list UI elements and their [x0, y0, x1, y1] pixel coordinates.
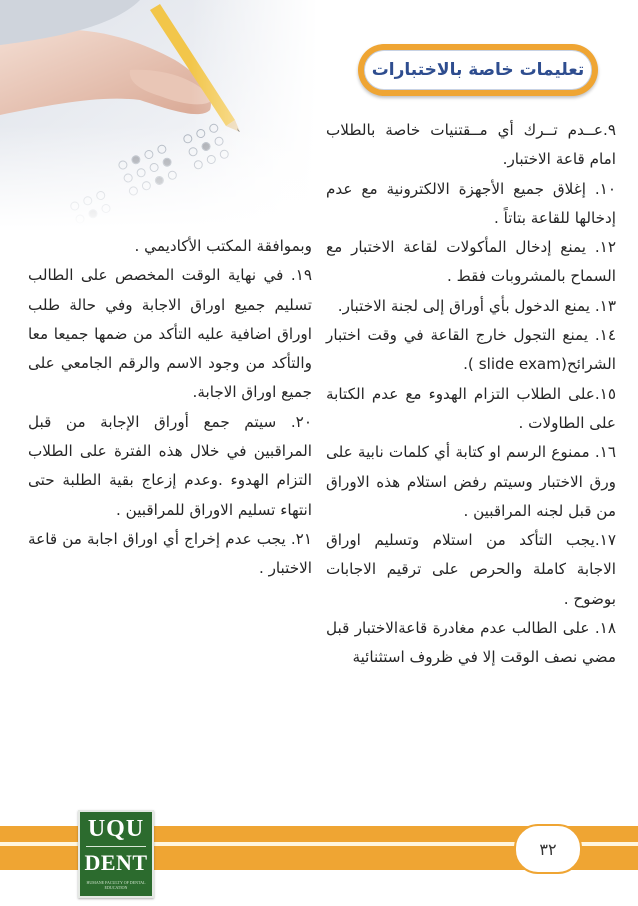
instruction-item: ٩.عــدم تــرك أي مــقتنيات خاصة بالطلاب امام قاعة الاختبار.: [326, 121, 616, 169]
instruction-item: وبموافقة المكتب الأكاديمي .: [134, 237, 312, 255]
instruction-item: ١٥.على الطلاب التزام الهدوء مع عدم الكتابة على الطاولات .: [326, 384, 616, 432]
instruction-item: ١٠. إغلاق جميع الأجهزة الالكترونية مع عدم إدخالها للقاعة بتاتاً .: [326, 179, 616, 227]
logo-tagline: HUMANE FACULTY OF DENTAL EDUCATION: [86, 880, 146, 890]
instructions-right-column: [326, 116, 616, 673]
instruction-item: ١٤. يمنع التجول خارج القاعة في وقت اختبار الشرائح(slide exam ).: [326, 326, 616, 374]
page-title: تعليمات خاصة بالاختبارات: [364, 50, 592, 90]
instruction-item: ١٨. على الطالب عدم مغادرة قاعةالاختبار قبل مضي نصف الوقت إلا في ظروف استثنائية: [326, 619, 616, 667]
instruction-item: ١٦. ممنوع الرسم او كتابة أي كلمات نابية على ورق الاختبار وسيتم رفض استلام هذه الاوراق من قبل لجنه المراقبين .: [326, 443, 616, 520]
instructions-left-column: [28, 232, 312, 584]
instruction-item: ١٩. في نهاية الوقت المخصص على الطالب تسليم جميع اوراق الاجابة وفي حالة طلب اوراق اضافية عليه التأكد من ضمها جميعا معا والتأكد من وجود الاسم والرقم الجامعي على جميع اوراق الاجابة.: [28, 266, 312, 402]
instruction-item: ١٧.يجب التأكد من استلام وتسليم اوراق الاجابة كاملة والحرص على ترقيم الاجابات بوضوح .: [326, 531, 616, 608]
logo-text-top: UQU: [87, 816, 145, 842]
page-number: ٣٢: [514, 824, 582, 874]
instruction-item: ٢١. يجب عدم إخراج أي اوراق اجابة من قاعة الاختبار .: [28, 529, 312, 578]
logo-text-bottom: DENT: [84, 850, 148, 875]
uqu-dent-logo: [78, 810, 154, 898]
instruction-item: ١٢. يمنع إدخال المأكولات لقاعة الاختبار مع السماح بالمشروبات فقط .: [326, 238, 616, 286]
exam-photo: [0, 0, 318, 228]
logo-divider: [86, 846, 146, 847]
instruction-item: ١٣. يمنع الدخول بأي أوراق إلى لجنة الاختبار.: [337, 296, 616, 315]
title-badge: [358, 44, 598, 96]
instruction-item: ٢٠. سيتم جمع أوراق الإجابة من قبل المراقبين في خلال هذه الفترة على الطلاب التزام الهدوء .وعدم إزعاج بقية الطلبة حتى انتهاء تسليم الاوراق للمراقبين .: [28, 412, 312, 519]
